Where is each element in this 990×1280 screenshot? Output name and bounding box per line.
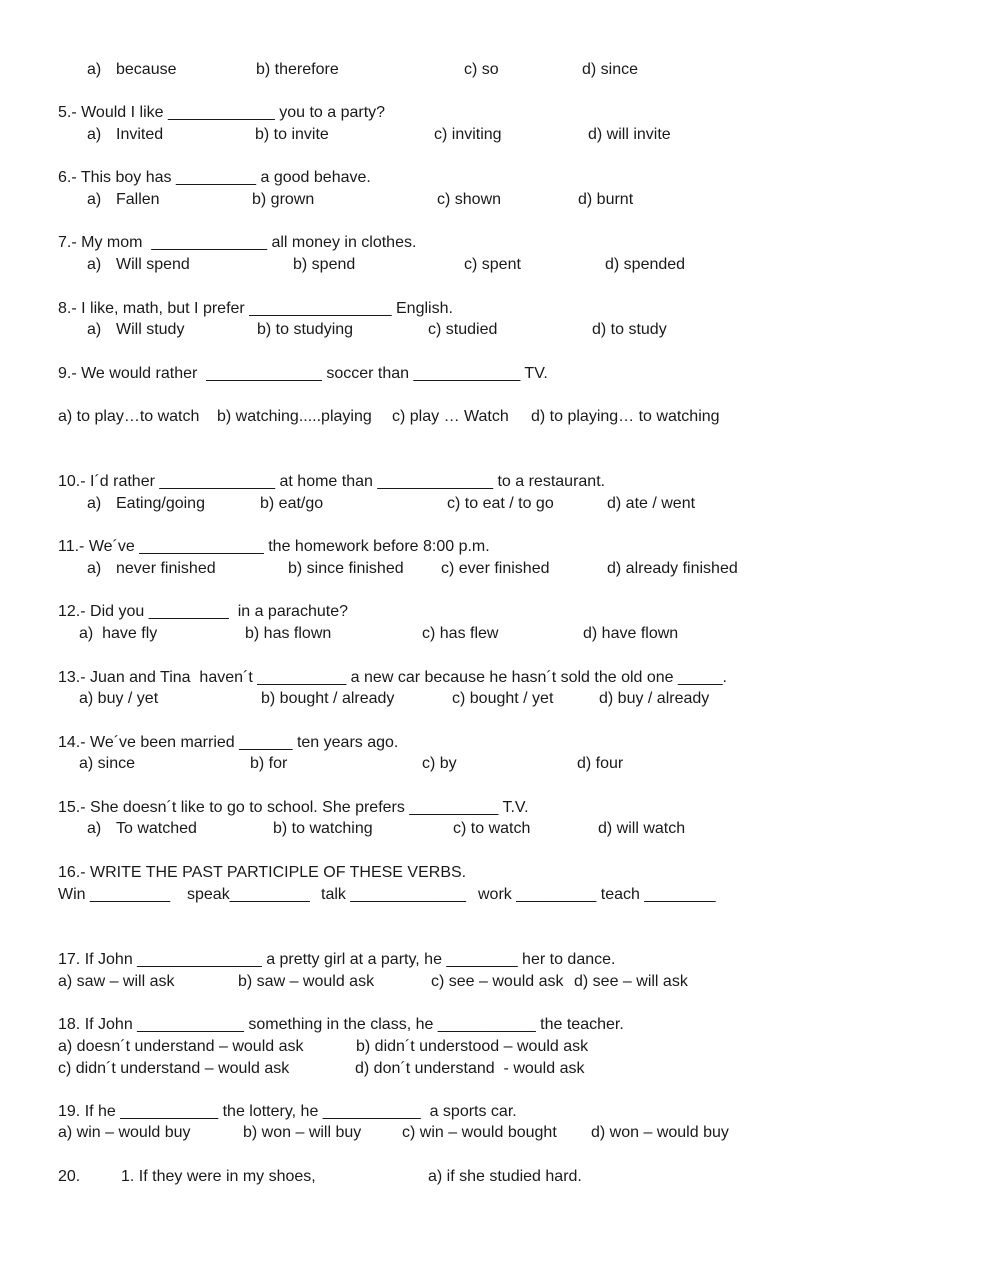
question-text: 12.- Did you _________ in a parachute? xyxy=(58,603,348,620)
question-text: 8.- I like, math, but I prefer ________________ English. xyxy=(58,300,453,317)
option-d: d) won – would buy xyxy=(591,1124,729,1141)
option-b: b) bought / already xyxy=(261,690,395,707)
option-d: d) since xyxy=(582,61,639,78)
option-a: a) to play…to watch xyxy=(58,408,200,425)
option-c: c) studied xyxy=(428,321,498,338)
option-b: b) watching.....playing xyxy=(217,408,372,425)
option-b: b) eat/go xyxy=(260,495,324,512)
verb-talk: talk _____________ xyxy=(321,886,467,903)
option-c: c) inviting xyxy=(434,126,502,143)
option-a: a) have fly xyxy=(79,625,158,642)
verb-speak: speak_________ xyxy=(187,886,310,903)
option-letter: a) xyxy=(87,256,102,273)
option-c: c) bought / yet xyxy=(452,690,554,707)
option-c: c) to eat / to go xyxy=(447,495,554,512)
option-c: c) didn´t understand – would ask xyxy=(58,1060,290,1077)
option-a: a) buy / yet xyxy=(79,690,159,707)
option-a: because xyxy=(116,61,177,78)
option-c: c) spent xyxy=(464,256,521,273)
option-b: b) didn´t understood – would ask xyxy=(356,1038,589,1055)
option-b: b) has flown xyxy=(245,625,332,642)
option-letter: a) xyxy=(87,321,102,338)
option-c: c) play … Watch xyxy=(392,408,509,425)
match-right-a: a) if she studied hard. xyxy=(428,1168,582,1185)
question-text: 13.- Juan and Tina haven´t __________ a new car because he hasn´t sold the old one _____. xyxy=(58,669,727,686)
option-d: d) spended xyxy=(605,256,686,273)
question-text: 14.- We´ve been married ______ ten years ago. xyxy=(58,734,399,751)
option-d: d) four xyxy=(577,755,624,772)
option-letter: a) xyxy=(87,61,102,78)
option-b: b) for xyxy=(250,755,288,772)
question-text: 15.- She doesn´t like to go to school. She prefers __________ T.V. xyxy=(58,799,529,816)
question-text: 7.- My mom _____________ all money in clothes. xyxy=(58,234,417,251)
question-text: 9.- We would rather _____________ soccer than ____________ TV. xyxy=(58,365,548,382)
option-letter: a) xyxy=(87,126,102,143)
option-c: c) ever finished xyxy=(441,560,550,577)
option-d: d) will watch xyxy=(598,820,686,837)
option-d: d) to playing… to watching xyxy=(531,408,720,425)
option-d: d) to study xyxy=(592,321,667,338)
option-a: Eating/going xyxy=(116,495,205,512)
option-b: b) to watching xyxy=(273,820,373,837)
option-letter: a) xyxy=(87,191,102,208)
verb-win: Win _________ xyxy=(58,886,171,903)
option-d: d) buy / already xyxy=(599,690,710,707)
option-b: b) to studying xyxy=(257,321,354,338)
option-d: d) already finished xyxy=(607,560,738,577)
option-c: c) has flew xyxy=(422,625,499,642)
question-text: 16.- WRITE THE PAST PARTICIPLE OF THESE VERBS. xyxy=(58,864,467,881)
option-a: a) saw – will ask xyxy=(58,973,175,990)
match-left-1: 1. If they were in my shoes, xyxy=(121,1168,316,1185)
option-a: Fallen xyxy=(116,191,160,208)
question-text: 17. If John ______________ a pretty girl at a party, he ________ her to dance. xyxy=(58,951,616,968)
option-a: a) doesn´t understand – would ask xyxy=(58,1038,304,1055)
option-c: c) shown xyxy=(437,191,502,208)
option-d: d) will invite xyxy=(588,126,671,143)
verb-work-teach: work _________ teach ________ xyxy=(478,886,716,903)
question-text: 18. If John ____________ something in the class, he ___________ the teacher. xyxy=(58,1016,624,1033)
option-letter: a) xyxy=(87,560,102,577)
question-text: 6.- This boy has _________ a good behave. xyxy=(58,169,371,186)
option-b: b) saw – would ask xyxy=(238,973,375,990)
option-d: d) don´t understand - would ask xyxy=(355,1060,585,1077)
option-c: c) so xyxy=(464,61,499,78)
option-b: b) to invite xyxy=(255,126,329,143)
option-c: c) to watch xyxy=(453,820,531,837)
option-a: Will study xyxy=(116,321,185,338)
option-letter: a) xyxy=(87,495,102,512)
option-a: a) win – would buy xyxy=(58,1124,191,1141)
option-d: d) burnt xyxy=(578,191,634,208)
option-d: d) ate / went xyxy=(607,495,696,512)
option-d: d) have flown xyxy=(583,625,679,642)
question-text: 19. If he ___________ the lottery, he ___________ a sports car. xyxy=(58,1103,517,1120)
option-a: a) since xyxy=(79,755,136,772)
question-number: 20. xyxy=(58,1168,81,1185)
option-c: c) see – would ask xyxy=(431,973,564,990)
option-a: To watched xyxy=(116,820,197,837)
option-b: b) won – will buy xyxy=(243,1124,362,1141)
option-d: d) see – will ask xyxy=(574,973,688,990)
option-b: b) grown xyxy=(252,191,315,208)
option-letter: a) xyxy=(87,820,102,837)
option-b: b) spend xyxy=(293,256,356,273)
option-b: b) therefore xyxy=(256,61,339,78)
option-b: b) since finished xyxy=(288,560,404,577)
question-text: 11.- We´ve ______________ the homework before 8:00 p.m. xyxy=(58,538,490,555)
question-text: 5.- Would I like ____________ you to a party? xyxy=(58,104,386,121)
option-c: c) win – would bought xyxy=(402,1124,557,1141)
question-text: 10.- I´d rather _____________ at home than _____________ to a restaurant. xyxy=(58,473,606,490)
option-c: c) by xyxy=(422,755,457,772)
option-a: Invited xyxy=(116,126,164,143)
option-a: never finished xyxy=(116,560,216,577)
option-a: Will spend xyxy=(116,256,190,273)
